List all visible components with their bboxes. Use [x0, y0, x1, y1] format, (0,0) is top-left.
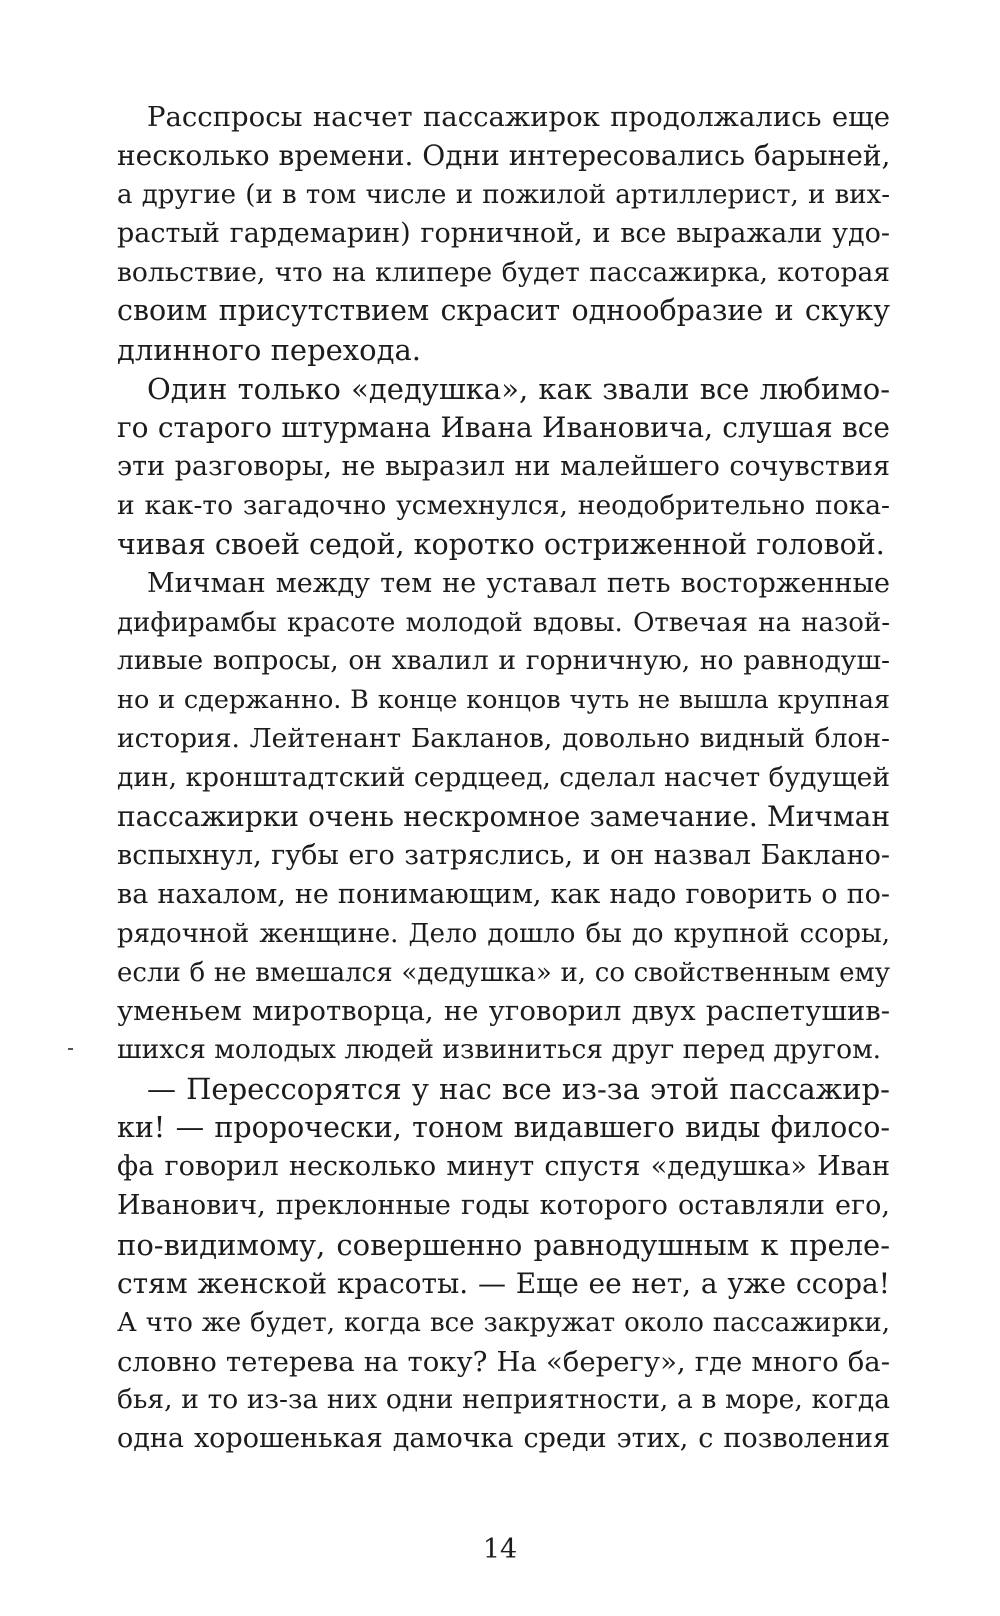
text-line: дифирамбы красоте молодой вдовы. Отвечая на назой-: [117, 607, 890, 638]
text-line: и как-то загадочно усмехнулся, неодобрительно пока-: [117, 489, 890, 521]
paragraph-4: [117, 1070, 890, 1459]
text-line: словно тетерева на току? На «берегу», где много ба-: [117, 1345, 890, 1378]
text-line: пассажирки очень нескромное замечание. Мичман: [117, 800, 890, 834]
text-line: история. Лейтенант Бакланов, довольно видный блон-: [117, 723, 890, 755]
text-line: ва нахалом, не понимающим, как надо говорить о по-: [117, 878, 890, 910]
text-line: чивая своей седой, коротко остриженной головой.: [117, 527, 885, 561]
text-line: шихся молодых людей извиниться друг перед другом.: [117, 1034, 882, 1066]
text-line: по-видимому, совершенно равнодушным к преле-: [117, 1227, 890, 1262]
text-line: уменьем миротворца, не уговорил двух распетушив-: [117, 995, 890, 1028]
text-line: длинного перехода.: [117, 333, 421, 368]
text-line: вольствие, что на клипере будет пассажирка, которая: [117, 256, 890, 288]
text-line: А что же будет, когда все закружат около пассажирки,: [117, 1307, 890, 1338]
text-line: одна хорошенькая дамочка среди этих, с позволения: [117, 1423, 890, 1455]
text-line: Один только «дедушка», как звали все любимо-: [147, 372, 890, 407]
text-line: ливые вопросы, он хвалил и горничную, но равнодуш-: [117, 645, 890, 677]
text-line: Мичман между тем не уставал петь восторженные: [147, 567, 890, 599]
text-line: — Перессорятся у нас все из-за этой пассажир-: [147, 1072, 890, 1107]
text-line: если б не вмешался «дедушка» и, со свойственным ему: [117, 957, 890, 988]
page-number: 14: [482, 1534, 518, 1565]
text-line: вспыхнул, губы его затряслись, и он назвал Баклано-: [117, 839, 890, 871]
text-line: го старого штурмана Ивана Ивановича, слушая все: [117, 411, 890, 445]
text-line: несколько времени. Одни интересовались барыней,: [117, 138, 891, 172]
text-line: своим присутствием скрасит однообразие и скуку: [117, 294, 890, 328]
text-line: фа говорил несколько минут спустя «дедушка» Иван: [117, 1151, 890, 1183]
text-line: но и сдержанно. В конце концов чуть не вышла крупная: [117, 685, 890, 716]
text-line: Иванович, преклонные годы которого оставляли его,: [117, 1189, 890, 1221]
text-line: дин, кронштадтский сердцеед, сделал насчет будущей: [117, 762, 890, 794]
text-line: ки! — пророчески, тоном видавшего виды филосо-: [117, 1111, 890, 1145]
body-text: [117, 98, 890, 1459]
text-line: бья, и то из-за них одни неприятности, а в море, когда: [117, 1384, 890, 1416]
text-line: растый гардемарин) горничной, и все выражали удо-: [117, 217, 890, 249]
text-line: стям женской красоты. — Еще ее нет, а уже ссора!: [117, 1266, 890, 1300]
paragraph-3: [117, 565, 890, 1071]
paragraph-1: [117, 98, 890, 370]
text-line: Расспросы насчет пассажирок продолжались еще: [147, 101, 890, 133]
margin-speck: [68, 1048, 73, 1050]
text-line: а другие (и в том числе и пожилой артиллерист, и вих-: [117, 179, 890, 210]
paragraph-2: [117, 370, 890, 564]
text-line: рядочной женщине. Дело дошло бы до крупной ссоры,: [117, 918, 890, 949]
text-line: эти разговоры, не выразил ни малейшего сочувствия: [117, 451, 890, 483]
